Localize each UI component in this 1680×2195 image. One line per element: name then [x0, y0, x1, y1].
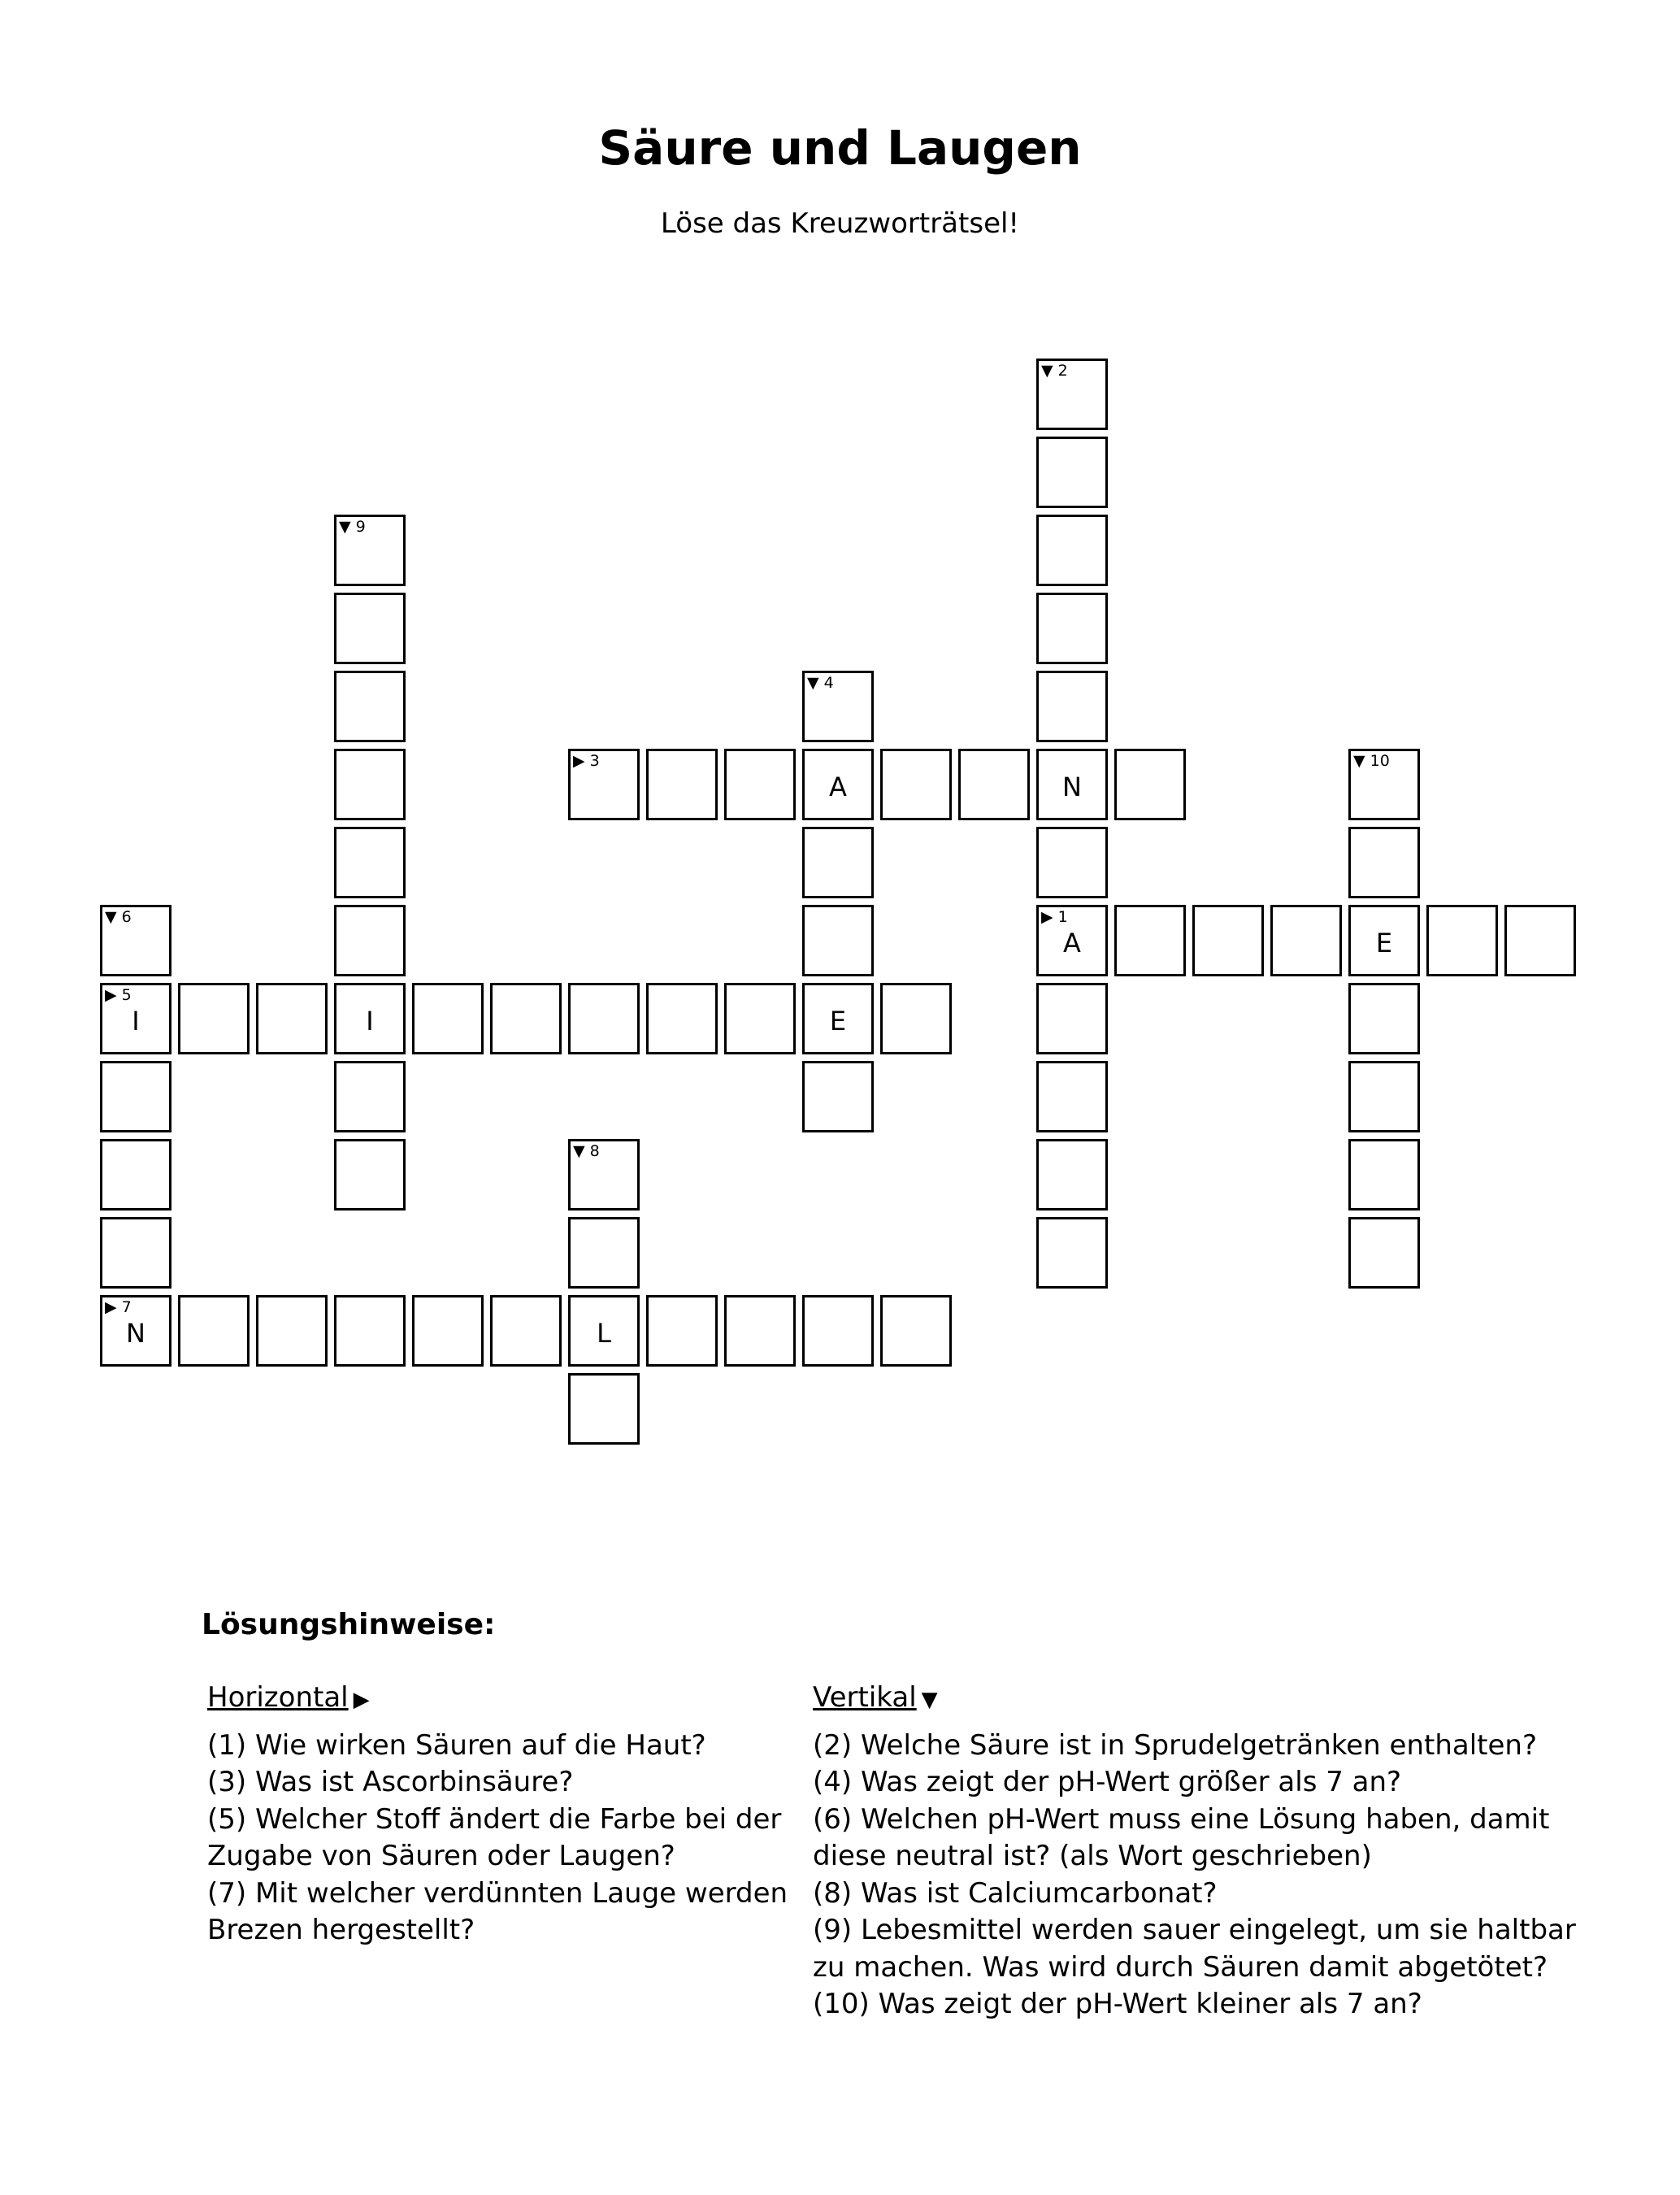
cell-letter: A [1063, 928, 1081, 958]
cell-letter: E [1375, 928, 1393, 958]
crossword-cell[interactable] [1114, 749, 1186, 820]
crossword-cell[interactable] [334, 1295, 406, 1367]
down-arrow-icon: ▼ [105, 908, 117, 926]
crossword-cell[interactable] [490, 983, 562, 1054]
clue-vertical-10: (10) Was zeigt der pH-Wert kleiner als 7 an? [813, 1988, 1422, 2020]
crossword-cell[interactable] [334, 749, 406, 820]
crossword-cell[interactable] [1036, 983, 1108, 1054]
crossword-cell[interactable] [490, 1295, 562, 1367]
clue-horizontal-5: (5) Welcher Stoff ändert die Farbe bei der Zugabe von Säuren oder Laugen? [207, 1802, 782, 1872]
crossword-cell[interactable] [1348, 1217, 1420, 1289]
crossword-cell[interactable] [1036, 515, 1108, 586]
crossword-cell[interactable] [1036, 1139, 1108, 1211]
page-title: Säure und Laugen [598, 120, 1082, 176]
crossword-cell[interactable] [1036, 593, 1108, 664]
vertical-heading [813, 1680, 1585, 1719]
clue-number: ▶ 5 [105, 986, 132, 1004]
clue-number: ▶ 1 [1041, 908, 1068, 926]
crossword-cell[interactable] [724, 983, 796, 1054]
cell-letter: I [366, 1006, 374, 1037]
cell-letter: N [1062, 772, 1082, 802]
crossword-cell[interactable] [178, 983, 250, 1054]
crossword-cell[interactable] [1036, 359, 1108, 430]
crossword-cell[interactable] [100, 983, 171, 1054]
crossword-cell[interactable] [802, 905, 874, 976]
down-arrow-icon: ▼ [921, 1688, 938, 1712]
crossword-cell[interactable] [646, 983, 718, 1054]
crossword-cell[interactable] [100, 1217, 171, 1289]
crossword-cell[interactable] [1036, 827, 1108, 898]
crossword-cell[interactable] [1036, 1061, 1108, 1132]
crossword-cell[interactable] [334, 983, 406, 1054]
crossword-cell[interactable] [1348, 905, 1420, 976]
clue-number: ▼ 9 [339, 518, 366, 536]
crossword-cell[interactable] [256, 983, 328, 1054]
crossword-cell[interactable] [1036, 437, 1108, 508]
crossword-cell[interactable] [1348, 1061, 1420, 1132]
crossword-cell[interactable] [1192, 905, 1264, 976]
crossword-cell[interactable] [100, 1061, 171, 1132]
crossword-cell[interactable] [568, 1373, 640, 1445]
clue-number: ▶ 7 [105, 1298, 132, 1316]
crossword-cell[interactable] [100, 905, 171, 976]
crossword-cell[interactable] [802, 983, 874, 1054]
cell-letter: L [597, 1318, 611, 1349]
crossword-cell[interactable] [334, 1139, 406, 1211]
down-arrow-icon: ▼ [1041, 362, 1053, 380]
horizontal-heading [207, 1680, 809, 1719]
crossword-cell[interactable] [880, 983, 952, 1054]
clue-number: ▶ 3 [573, 752, 600, 770]
crossword-cell[interactable] [256, 1295, 328, 1367]
horizontal-clues [207, 1680, 809, 1949]
crossword-cell[interactable] [1348, 827, 1420, 898]
crossword-cell[interactable] [1036, 905, 1108, 976]
crossword-cell[interactable] [646, 749, 718, 820]
crossword-cell[interactable] [334, 593, 406, 664]
crossword-cell[interactable] [334, 1061, 406, 1132]
vertical-label: Vertikal [813, 1681, 917, 1714]
clue-vertical-9: (9) Lebesmittel werden sauer eingelegt, um sie haltbar zu machen. Was wird durch Säuren damit abgetötet? [813, 1914, 1576, 1984]
crossword-cell[interactable] [334, 905, 406, 976]
down-arrow-icon: ▼ [807, 674, 819, 692]
crossword-cell[interactable] [802, 1295, 874, 1367]
crossword-cell[interactable] [1348, 749, 1420, 820]
crossword-cell[interactable] [958, 749, 1030, 820]
right-arrow-icon: ▶ [105, 986, 117, 1004]
crossword-cell[interactable] [412, 983, 484, 1054]
right-arrow-icon: ▶ [105, 1298, 117, 1316]
crossword-cell[interactable] [1036, 749, 1108, 820]
right-arrow-icon: ▶ [573, 752, 585, 770]
down-arrow-icon: ▼ [339, 518, 351, 536]
crossword-cell[interactable] [568, 1217, 640, 1289]
vertical-clues [813, 1680, 1585, 2023]
crossword-cell[interactable] [568, 1295, 640, 1367]
clue-vertical-4: (4) Was zeigt der pH-Wert größer als 7 an? [813, 1766, 1402, 1798]
cell-letter: A [829, 772, 847, 802]
right-arrow-icon: ▶ [1041, 908, 1053, 926]
crossword-cell[interactable] [334, 515, 406, 586]
clue-horizontal-7: (7) Mit welcher verdünnten Lauge werden Brezen hergestellt? [207, 1876, 788, 1946]
clue-horizontal-3: (3) Was ist Ascorbinsäure? [207, 1766, 574, 1798]
crossword-cell[interactable] [412, 1295, 484, 1367]
clue-horizontal-1: (1) Wie wirken Säuren auf die Haut? [207, 1728, 706, 1762]
crossword-cell[interactable] [880, 749, 952, 820]
crossword-cell[interactable] [802, 671, 874, 742]
cell-letter: N [126, 1318, 145, 1349]
crossword-cell[interactable] [178, 1295, 250, 1367]
clue-number: ▼ 6 [105, 908, 132, 926]
crossword-cell[interactable] [100, 1295, 171, 1367]
clue-vertical-6: (6) Welchen pH-Wert muss eine Lösung haben, damit diese neutral ist? (als Wort geschrieben) [813, 1802, 1550, 1872]
crossword-cell[interactable] [1348, 983, 1420, 1054]
crossword-cell[interactable] [100, 1139, 171, 1211]
clue-number: ▼ 4 [807, 674, 834, 692]
crossword-cell[interactable] [1036, 671, 1108, 742]
crossword-cell[interactable] [1426, 905, 1498, 976]
crossword-cell[interactable] [1270, 905, 1342, 976]
crossword-cell[interactable] [724, 1295, 796, 1367]
crossword-cell[interactable] [724, 749, 796, 820]
down-arrow-icon: ▼ [1353, 752, 1365, 770]
crossword-cell[interactable] [568, 749, 640, 820]
crossword-cell[interactable] [568, 983, 640, 1054]
crossword-cell[interactable] [802, 1061, 874, 1132]
clue-number: ▼ 10 [1353, 752, 1390, 770]
cell-letter: I [132, 1006, 140, 1037]
crossword-cell[interactable] [802, 749, 874, 820]
crossword-cell[interactable] [568, 1139, 640, 1211]
page-subtitle: Löse das Kreuzworträtsel! [660, 207, 1020, 240]
crossword-cell[interactable] [334, 827, 406, 898]
right-arrow-icon: ▶ [353, 1688, 370, 1712]
clue-vertical-2: (2) Welche Säure ist in Sprudelgetränken enthalten? [813, 1728, 1538, 1762]
cell-letter: E [829, 1006, 847, 1037]
down-arrow-icon: ▼ [573, 1142, 585, 1160]
crossword-cell[interactable] [1348, 1139, 1420, 1211]
crossword-cell[interactable] [1114, 905, 1186, 976]
clue-vertical-8: (8) Was ist Calciumcarbonat? [813, 1876, 1218, 1910]
crossword-cell[interactable] [802, 827, 874, 898]
horizontal-label: Horizontal [207, 1681, 349, 1714]
crossword-cell[interactable] [334, 671, 406, 742]
hints-heading: Lösungshinweise: [202, 1608, 496, 1641]
crossword-cell[interactable] [1504, 905, 1576, 976]
crossword-cell[interactable] [646, 1295, 718, 1367]
clue-number: ▼ 2 [1041, 362, 1068, 380]
clue-number: ▼ 8 [573, 1142, 600, 1160]
crossword-cell[interactable] [1036, 1217, 1108, 1289]
crossword-cell[interactable] [880, 1295, 952, 1367]
